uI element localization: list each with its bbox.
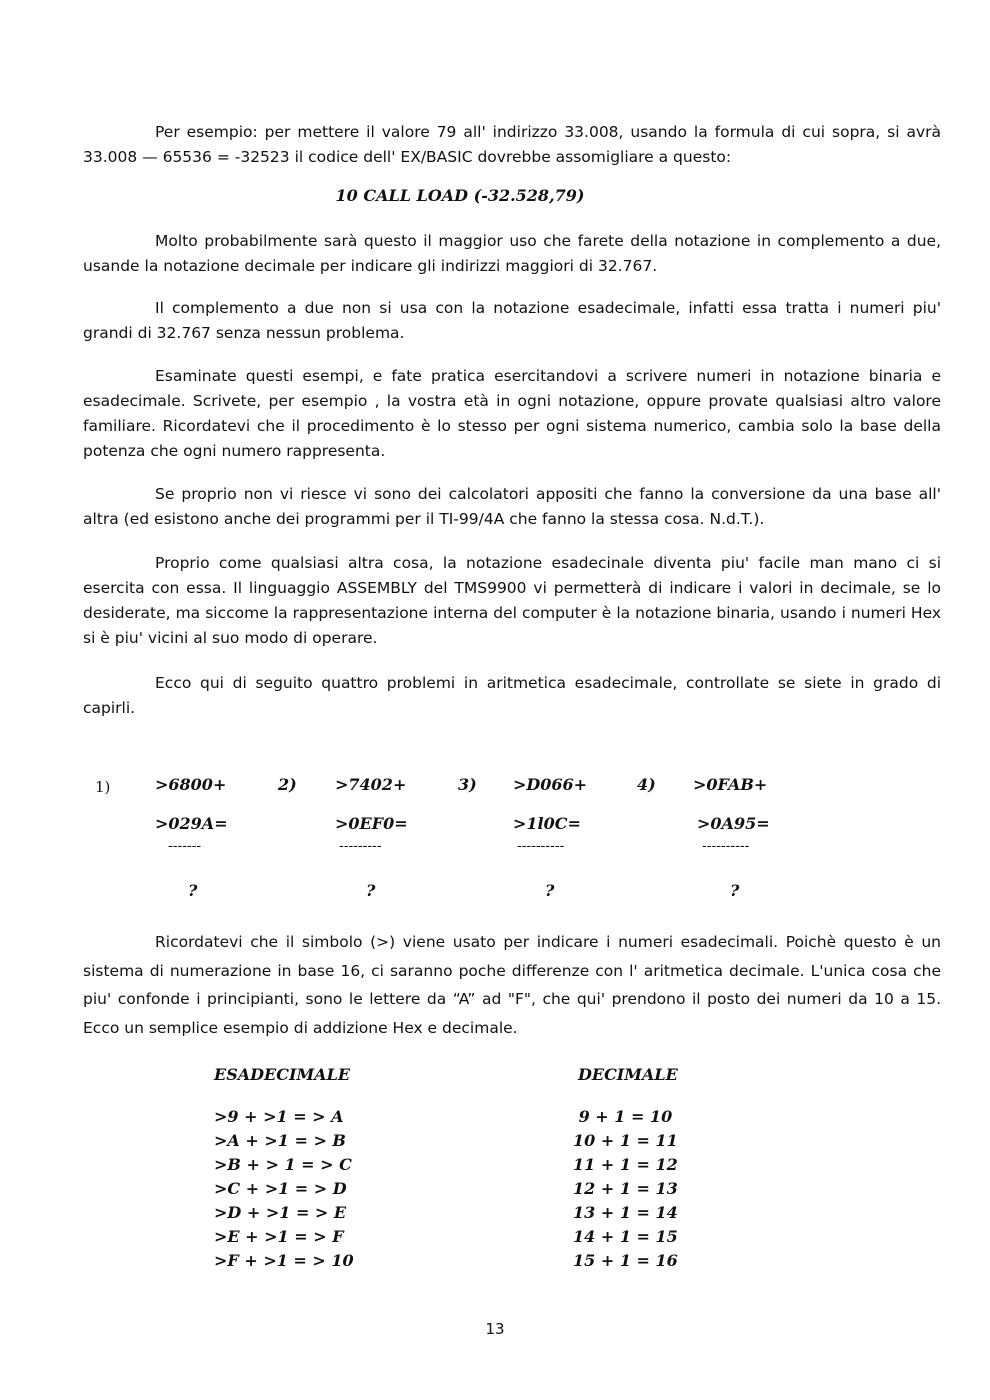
problem-top-operand: >D066+: [513, 775, 588, 794]
paragraph-hex-symbol: Ricordatevi che il simbolo (>) viene usato per indicare i numeri esadecimali. Poichè questo è un sistema di numerazione in base 16, ci saranno poche differenze con l' aritmetica decimale. L'unica cosa che piu' confonde i principianti, sono le lettere da “A” ad "F", che qui' prendono il posto dei numeri da 10 a 15. Ecco un semplice esempio di addizione Hex e decimale.: [83, 933, 941, 1037]
problem-number: 2): [278, 775, 297, 794]
problem-number: 1): [95, 778, 111, 796]
table-cell-decimal: 15 + 1 = 16: [573, 1251, 678, 1270]
call-load-formula: 10 CALL LOAD (-32.528,79): [335, 186, 585, 205]
problem-separator: ---------: [339, 838, 382, 854]
problem-number: 3): [458, 775, 477, 794]
table-cell-decimal: 13 + 1 = 14: [573, 1203, 678, 1222]
paragraph-complement-hex: Il complemento a due non si usa con la notazione esadecimale, infatti essa tratta i numeri piu' grandi di 32.767 senza nessun problema.: [83, 299, 941, 342]
paragraph-complement-use: Molto probabilmente sarà questo il maggior uso che farete della notazione in complemento a due, usande la notazione decimale per indicare gli indirizzi maggiori di 32.767.: [83, 232, 941, 275]
paragraph-calculators: Se proprio non vi riesce vi sono dei calcolatori appositi che fanno la conversione da una base all' altra (ed esistono anche dei programmi per il TI-99/4A che fanno la stessa cosa. N.d.T.).: [83, 485, 941, 528]
problem-bottom-operand: >029A=: [155, 814, 228, 833]
table-header-hex: ESADECIMALE: [214, 1065, 351, 1084]
table-cell-decimal: 11 + 1 = 12: [573, 1155, 678, 1174]
problem-bottom-operand: >1l0C=: [513, 814, 581, 833]
problem-top-operand: >7402+: [335, 775, 407, 794]
table-cell-decimal: 14 + 1 = 15: [573, 1227, 678, 1246]
table-cell-decimal: 9 + 1 = 10: [573, 1107, 673, 1126]
problem-top-operand: >0FAB+: [693, 775, 768, 794]
page-number: 13: [485, 1320, 505, 1338]
table-cell-hex: >A + >1 = > B: [214, 1131, 346, 1150]
problem-answer: ?: [366, 881, 376, 900]
problem-answer: ?: [545, 881, 555, 900]
paragraph-hex-practice: Proprio come qualsiasi altra cosa, la notazione esadecinale diventa piu' facile man mano ci si esercita con essa. Il linguaggio ASSEMBLY del TMS9900 vi permetterà di indicare i valori in decimale, se lo desiderate, ma siccome la rappresentazione interna del computer è la notazione binaria, usando i numeri Hex si è piu' vicini al suo modo di operare.: [83, 554, 941, 647]
problem-bottom-operand: >0A95=: [697, 814, 770, 833]
problem-separator: ----------: [517, 838, 565, 854]
table-cell-hex: >B + > 1 = > C: [214, 1155, 352, 1174]
table-cell-hex: >D + >1 = > E: [214, 1203, 347, 1222]
problem-separator: -------: [168, 838, 202, 854]
table-cell-hex: >C + >1 = > D: [214, 1179, 347, 1198]
table-cell-hex: >E + >1 = > F: [214, 1227, 344, 1246]
problem-answer: ?: [188, 881, 198, 900]
problem-separator: ----------: [702, 838, 750, 854]
table-header-decimal: DECIMALE: [578, 1065, 678, 1084]
table-cell-decimal: 12 + 1 = 13: [573, 1179, 678, 1198]
table-cell-hex: >9 + >1 = > A: [214, 1107, 344, 1126]
problem-number: 4): [637, 775, 656, 794]
paragraph-practice: Esaminate questi esempi, e fate pratica esercitandovi a scrivere numeri in notazione binaria e esadecimale. Scrivete, per esempio , la vostra età in ogni notazione, oppure provate qualsiasi altro valore familiare. Ricordatevi che il procedimento è lo stesso per ogni sistema numerico, cambia solo la base della potenza che ogni numero rappresenta.: [83, 367, 941, 460]
paragraph-example-intro: Per esempio: per mettere il valore 79 all' indirizzo 33.008, usando la formula di cui sopra, si avrà 33.008 — 65536 = -32523 il codice dell' EX/BASIC dovrebbe assomigliare a questo:: [83, 123, 941, 166]
table-cell-hex: >F + >1 = > 10: [214, 1251, 354, 1270]
problem-bottom-operand: >0EF0=: [335, 814, 408, 833]
table-cell-decimal: 10 + 1 = 11: [573, 1131, 678, 1150]
problem-answer: ?: [730, 881, 740, 900]
problem-top-operand: >6800+: [155, 775, 227, 794]
paragraph-problems-intro: Ecco qui di seguito quattro problemi in aritmetica esadecimale, controllate se siete in grado di capirli.: [83, 674, 941, 717]
